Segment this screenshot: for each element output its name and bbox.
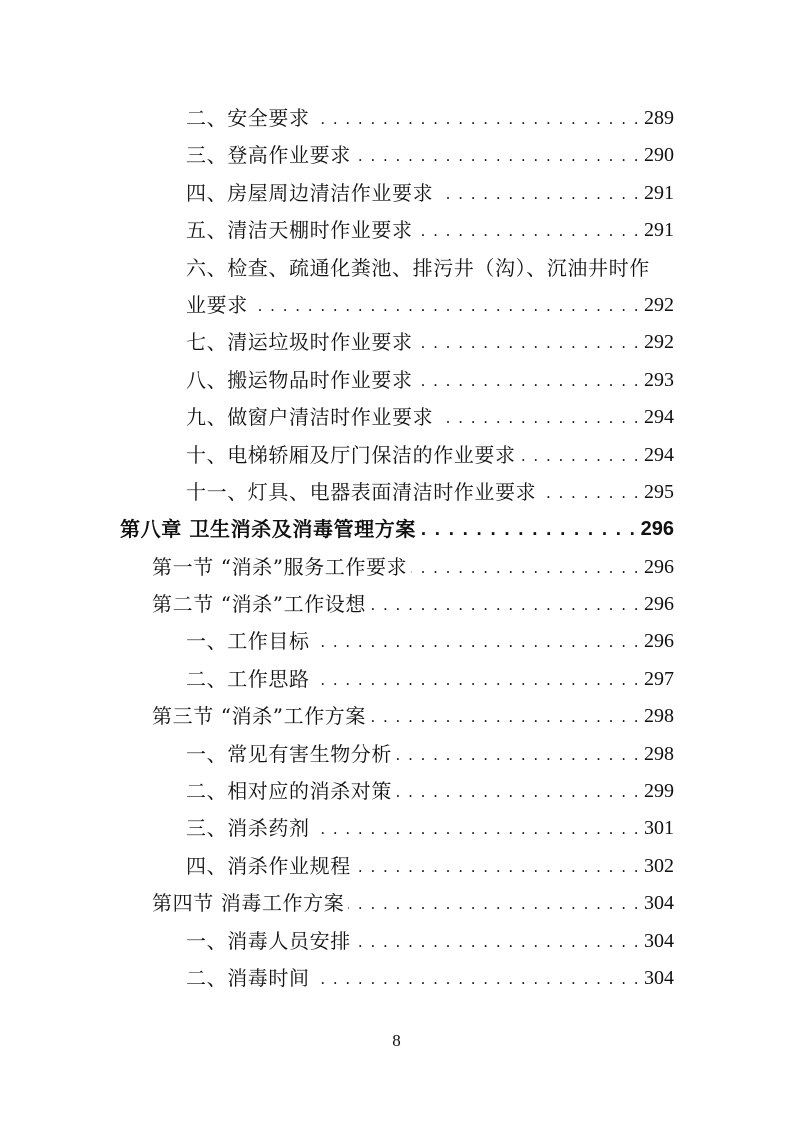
toc-entry-title: 十、电梯轿厢及厅门保洁的作业要求	[186, 442, 516, 467]
toc-item[interactable]	[0, 661, 674, 698]
toc-entry-title: 三、消杀药剂	[186, 816, 310, 841]
toc-item[interactable]	[0, 212, 674, 249]
dot-leader	[520, 436, 640, 475]
toc-entry-title: 第三节 “消杀”工作方案	[152, 704, 367, 729]
toc-item[interactable]	[0, 362, 674, 399]
toc-entry-page: 304	[644, 892, 674, 915]
dot-leader	[348, 884, 640, 923]
toc-entry-title: 六、检查、疏通化粪池、排污井（沟）、沉油井时作	[186, 255, 650, 280]
dot-leader	[417, 211, 640, 250]
dot-leader	[355, 136, 640, 175]
toc-item[interactable]	[0, 848, 674, 885]
toc-entry-page: 293	[644, 368, 674, 391]
toc-item[interactable]	[0, 399, 674, 436]
toc-item-continued[interactable]	[0, 287, 674, 324]
toc-section[interactable]	[0, 698, 674, 735]
page-number: 8	[392, 1031, 401, 1050]
toc-entry-title: 一、工作目标	[186, 629, 310, 654]
toc-entry-title: 第四节 消毒工作方案	[152, 891, 345, 916]
dot-leader	[411, 548, 640, 587]
toc-entry-page: 290	[644, 144, 674, 167]
toc-entry-page: 295	[644, 480, 674, 503]
toc-item[interactable]	[0, 923, 674, 960]
toc-entry-title: 第二节 “消杀”工作设想	[152, 592, 367, 617]
toc-entry-page: 289	[644, 107, 674, 129]
toc-item[interactable]	[0, 810, 674, 847]
dot-leader	[420, 510, 637, 549]
toc-entry-page: 296	[644, 555, 674, 578]
toc-entry-title: 第一节 “消杀”服务工作要求	[152, 554, 408, 579]
dot-leader	[355, 847, 640, 886]
toc-entry-title: 二、工作思路	[186, 666, 310, 691]
dot-leader	[314, 660, 640, 699]
toc-entry-page: 296	[640, 518, 674, 541]
toc-entry-title: 九、做窗户清洁时作业要求	[186, 405, 434, 430]
dot-leader	[370, 697, 640, 736]
toc-entry-title: 五、清洁天棚时作业要求	[186, 218, 413, 243]
toc-entry-title: 一、常见有害生物分析	[186, 741, 392, 766]
toc-entry-title: 二、消毒时间	[186, 965, 310, 990]
toc-entry-page: 299	[644, 780, 674, 803]
toc-item[interactable]	[0, 736, 674, 773]
dot-leader	[540, 473, 640, 512]
dot-leader	[396, 772, 640, 811]
toc-section[interactable]	[0, 586, 674, 623]
dot-leader	[396, 735, 640, 774]
toc-item[interactable]	[0, 960, 674, 997]
toc-entry-title: 三、登高作业要求	[186, 143, 351, 168]
toc-entry-page: 304	[644, 929, 674, 952]
dot-leader	[314, 959, 640, 998]
toc-entry-title: 四、消杀作业规程	[186, 853, 351, 878]
toc-entry-page: 291	[644, 181, 674, 204]
toc-entry-title: 业要求	[186, 292, 248, 317]
toc-item[interactable]	[0, 175, 674, 212]
dot-leader	[437, 398, 640, 437]
toc-item[interactable]	[0, 474, 674, 511]
dot-leader	[252, 286, 640, 325]
toc-item[interactable]	[0, 100, 674, 137]
toc-entry-title: 二、安全要求	[186, 106, 310, 130]
toc-entry-page: 298	[644, 705, 674, 728]
dot-leader	[314, 809, 640, 848]
toc-entry-page: 304	[644, 966, 674, 989]
toc-entry-title: 十一、灯具、电器表面清洁时作业要求	[186, 479, 537, 504]
toc-entry-page: 298	[644, 742, 674, 765]
toc-entry-page: 296	[644, 630, 674, 653]
toc-item[interactable]	[0, 250, 674, 287]
toc-item[interactable]	[0, 437, 674, 474]
toc-entry-title: 四、房屋周边清洁作业要求	[186, 180, 434, 205]
toc-entry-page: 292	[644, 293, 674, 316]
dot-leader	[314, 99, 640, 138]
dot-leader	[370, 585, 640, 624]
toc-entry-title: 二、相对应的消杀对策	[186, 779, 392, 804]
toc-item[interactable]	[0, 324, 674, 361]
dot-leader	[417, 323, 640, 362]
dot-leader	[437, 174, 640, 213]
toc-entry-page: 296	[644, 593, 674, 616]
table-of-contents	[0, 100, 793, 997]
dot-leader	[314, 622, 640, 661]
toc-entry-page: 292	[644, 331, 674, 354]
dot-leader	[355, 922, 640, 961]
toc-entry-title: 第八章 卫生消杀及消毒管理方案	[120, 517, 416, 542]
toc-entry-title: 七、清运垃圾时作业要求	[186, 330, 413, 355]
toc-entry-title: 八、搬运物品时作业要求	[186, 367, 413, 392]
toc-entry-page: 294	[644, 406, 674, 429]
dot-leader	[417, 361, 640, 400]
toc-item[interactable]	[0, 773, 674, 810]
toc-item[interactable]	[0, 137, 674, 174]
toc-entry-page: 294	[644, 443, 674, 466]
toc-entry-page: 291	[644, 219, 674, 242]
toc-entry-page: 302	[644, 854, 674, 877]
toc-item[interactable]	[0, 623, 674, 660]
toc-entry-page: 301	[644, 817, 674, 840]
toc-section[interactable]	[0, 549, 674, 586]
toc-entry-title: 一、消毒人员安排	[186, 928, 351, 953]
toc-chapter[interactable]	[0, 511, 674, 548]
toc-section[interactable]	[0, 885, 674, 922]
toc-entry-page: 297	[644, 667, 674, 690]
